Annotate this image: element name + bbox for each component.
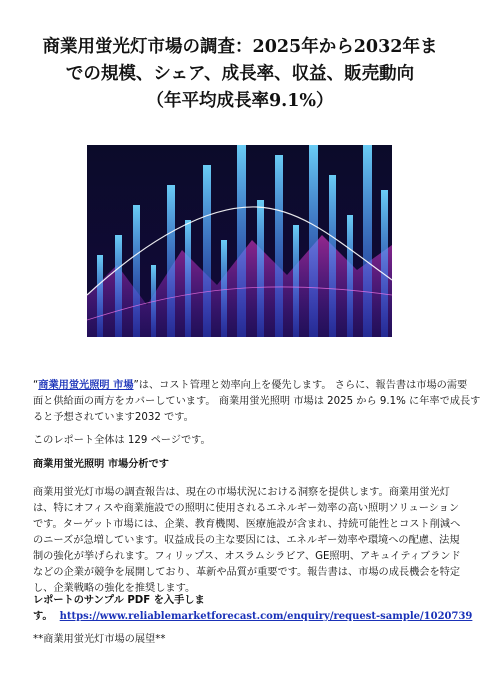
title-line-1: 商業用蛍光灯市場の調査：2025年から2032年ま — [42, 37, 438, 57]
analysis-line-6: などの企業が競争を展開しており、革新や品質が重要です。報告書は、市場の成長機会を特定 — [33, 567, 461, 578]
intro-line-3: ると予想されています2032 です。 — [33, 412, 194, 423]
outlook-heading: **商業用蛍光灯市場の展望** — [33, 634, 166, 645]
analysis-heading: 商業用蛍光照明 市場分析です — [33, 459, 169, 470]
sample-line-1: レポートのサンプル PDF を入手しま — [33, 595, 205, 606]
analysis-line-4: のニーズが急増しています。収益成長の主な要因には、エネルギー効率や環境への配慮、法規 — [33, 535, 460, 546]
abstract-chart-illustration — [87, 145, 392, 337]
sample-line-2 — [33, 609, 473, 625]
analysis-line-1: 商業用蛍光灯市場の調査報告は、現在の市場状況における洞察を提供します。商業用蛍光灯 — [33, 487, 450, 498]
sample-url-link[interactable]: https://www.reliablemarketforecast.com/enquiry/request-sample/1020739 — [59, 611, 473, 622]
page-title — [30, 34, 450, 115]
intro-line-1-rest: ”は、コスト管理と効率向上を優先します。 さらに、報告書は市場の需要 — [133, 380, 468, 391]
sample-line-2-prefix: す。 — [33, 611, 53, 622]
analysis-line-7: し、企業戦略の強化を推奨します。 — [33, 583, 196, 594]
intro-line-1 — [33, 378, 468, 394]
analysis-line-2: は、特にオフィスや商業施設での照明に使用されるエネルギー効率の高い照明ソリューション — [33, 503, 460, 514]
title-line-2: での規模、シェア、成長率、収益、販売動向 — [65, 64, 415, 84]
market-link[interactable]: 商業用蛍光照明 市場 — [38, 380, 134, 391]
pages-note: このレポート全体は 129 ページです。 — [33, 435, 211, 446]
title-line-3: （年平均成長率9.1%） — [146, 91, 334, 111]
open-quote: “ — [33, 380, 39, 391]
intro-line-2: 面と供給面の両方をカバーしています。 商業用蛍光照明 市場は 2025 から 9.1% に年率で成長す — [33, 396, 480, 407]
analysis-line-5: 制の強化が挙げられます。フィリップス、オスラムシラビア、GE照明、アキュイティブランド — [33, 551, 461, 562]
analysis-line-3: です。ターゲット市場には、企業、教育機関、医療施設が含まれ、持続可能性とコスト削減へ — [33, 519, 461, 530]
analysis-paragraph — [33, 485, 461, 597]
hero-image — [87, 145, 392, 337]
sample-request — [33, 593, 473, 625]
intro-paragraph — [33, 378, 480, 426]
